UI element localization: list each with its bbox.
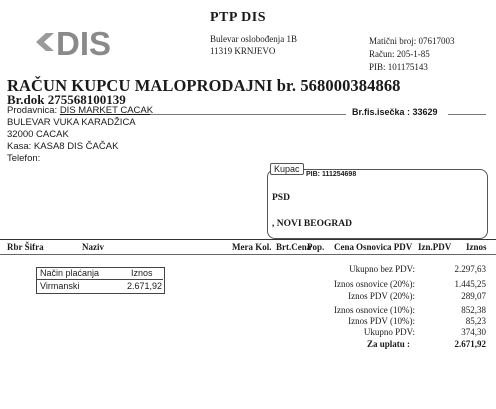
- col-mera-kol: Mera Kol.: [232, 242, 272, 252]
- col-izn-pdv: Izn.PDV: [418, 242, 452, 252]
- customer-tag: Kupac: [270, 163, 304, 175]
- col-cena: Cena: [334, 242, 354, 252]
- amount-due-value: 2.671,92: [454, 339, 486, 349]
- company-address-street: Bulevar oslobođenja 1B: [210, 34, 297, 44]
- bank-account: Račun: 205-1-85: [369, 49, 430, 59]
- base-10-value: 852,38: [461, 305, 486, 315]
- amount-due-label: Za uplatu :: [366, 339, 410, 349]
- logo-text: DIS: [56, 25, 112, 62]
- total-value-without-vat: 2.297,63: [454, 264, 486, 274]
- telephone: Telefon:: [7, 153, 41, 164]
- total-vat-label: Ukupno PDV:: [363, 327, 415, 337]
- store-street: BULEVAR VUKA KARADŽICA: [7, 117, 136, 128]
- col-iznos: Iznos: [466, 242, 487, 252]
- fiscal-receipt-number: Br.fis.isečka : 33629: [352, 107, 438, 117]
- fiscal-underline: [448, 114, 486, 115]
- base-20-value: 1.445,25: [454, 279, 486, 289]
- total-label-without-vat: Ukupno bez PDV:: [349, 264, 415, 274]
- vat-10-value: 85,23: [465, 316, 486, 326]
- store-label: Prodavnica:: [7, 105, 60, 116]
- table-header-bottom-rule: [0, 254, 496, 255]
- company-address-city: 11319 KRNJEVO: [210, 46, 276, 56]
- dis-logo: [34, 22, 122, 62]
- vat-10-label: Iznos PDV (10%):: [348, 316, 415, 326]
- document-number: Br.dok 275568100139: [7, 92, 126, 107]
- table-header-top-rule: [0, 239, 496, 240]
- col-brt-cena: Brt.Cena: [276, 242, 312, 252]
- base-20-label: Iznos osnovice (20%):: [334, 279, 415, 289]
- customer-name: PSD: [272, 193, 290, 203]
- maticni-broj: Matični broj: 07617003: [369, 36, 455, 46]
- vat-20-label: Iznos PDV (20%):: [348, 291, 415, 301]
- col-pop: Pop.: [307, 242, 325, 252]
- col-naziv: Naziv: [82, 242, 104, 252]
- customer-city: , NOVI BEOGRAD: [272, 219, 352, 229]
- store-line: [7, 105, 153, 116]
- col-rbr-sifra: Rbr Šifra: [7, 242, 44, 252]
- payment-amount-header: Iznos: [131, 268, 153, 278]
- payment-table-separator: [36, 279, 163, 280]
- cash-register: Kasa: KASA8 DIS ČAČAK: [7, 141, 119, 152]
- col-osnovica-pdv: Osnovica PDV: [356, 242, 413, 252]
- vat-20-value: 289,07: [461, 291, 486, 301]
- store-city: 32000 CACAK: [7, 129, 69, 140]
- company-name: PTP DIS: [210, 10, 267, 25]
- customer-pib: PIB: 111254698: [306, 171, 357, 178]
- payment-method-header: Način plaćanja: [40, 268, 100, 278]
- payment-method-value: Virmanski: [40, 281, 80, 291]
- base-10-label: Iznos osnovice (10%):: [334, 305, 415, 315]
- company-pib: PIB: 101175143: [369, 62, 428, 72]
- invoice-title: RAČUN KUPCU MALOPRODAJNI br. 568000384868: [7, 76, 401, 95]
- store-name: DIS MARKET CACAK: [59, 105, 154, 116]
- payment-amount-value: 2.671,92: [127, 281, 163, 291]
- store-underline: [150, 114, 346, 115]
- total-vat-value: 374,30: [461, 327, 486, 337]
